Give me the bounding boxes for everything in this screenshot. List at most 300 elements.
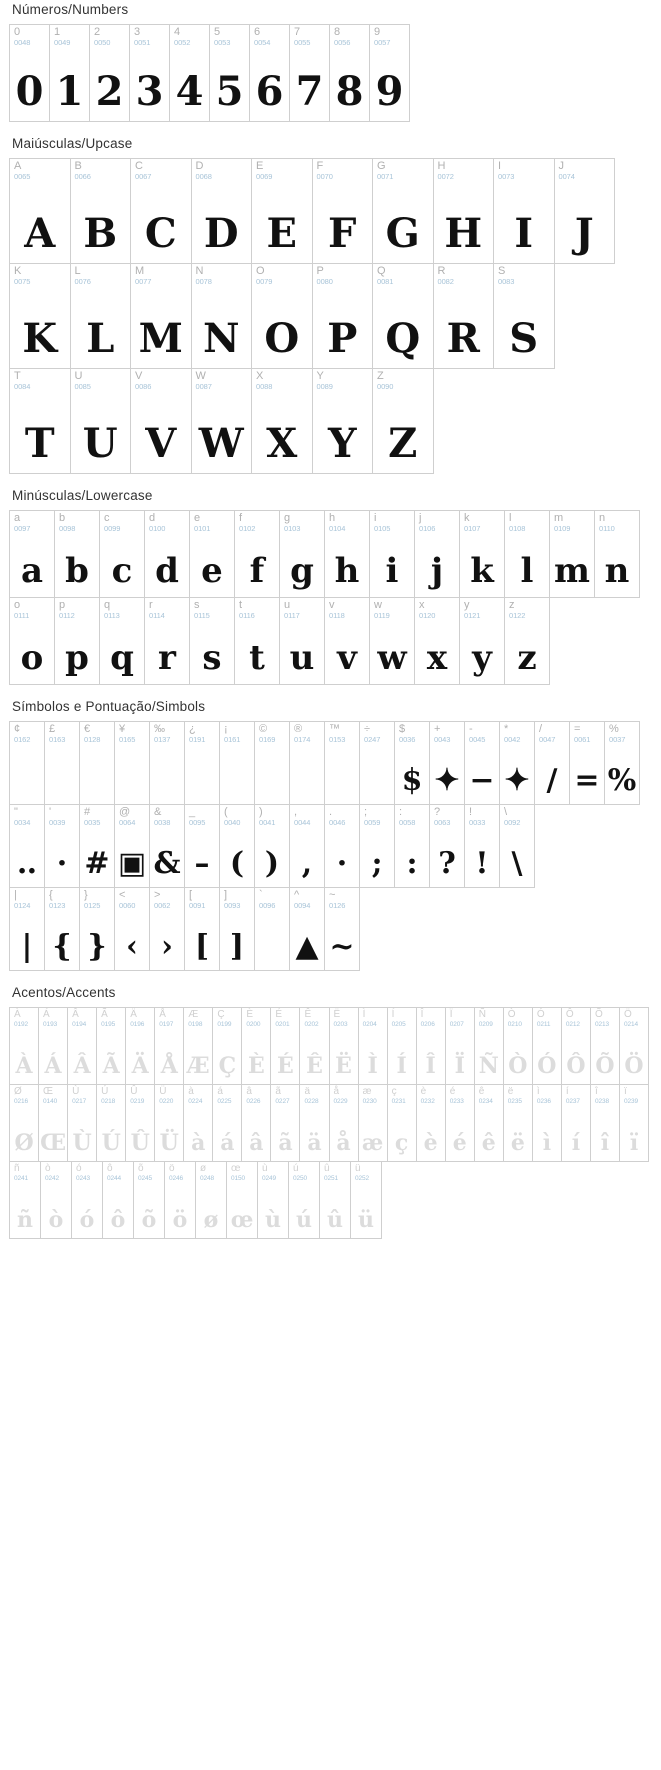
- glyph-codes: [370, 25, 409, 47]
- glyph-preview: i: [385, 550, 399, 591]
- glyph-preview: â: [249, 1129, 264, 1156]
- glyph-char-label: T: [14, 370, 21, 382]
- glyph-cell[interactable]: [459, 597, 505, 685]
- glyph-char-label: .: [329, 806, 333, 818]
- glyph-codes: [620, 1008, 648, 1029]
- glyph-cell[interactable]: [195, 1161, 227, 1239]
- glyph-preview: l: [520, 550, 534, 591]
- glyph-char-label: Ë: [333, 1009, 341, 1020]
- glyph-cell[interactable]: [499, 804, 535, 888]
- glyph-char-label: L: [74, 265, 81, 277]
- glyph-cell[interactable]: [474, 1084, 504, 1162]
- glyph-code-label: 0037: [609, 735, 626, 744]
- glyph-cell[interactable]: [372, 368, 434, 474]
- glyph-cell[interactable]: [416, 1007, 446, 1085]
- glyph-code-label: 0066: [74, 172, 91, 181]
- glyph-cell[interactable]: [414, 510, 460, 598]
- glyph-cell[interactable]: [493, 263, 555, 369]
- glyph-preview: g: [290, 550, 314, 591]
- glyph-code-label: 0200: [246, 1021, 261, 1028]
- glyph-cell[interactable]: [270, 1007, 300, 1085]
- glyph-codes: [475, 1085, 503, 1106]
- glyph-cell[interactable]: [445, 1007, 475, 1085]
- glyph-cell[interactable]: [329, 1084, 359, 1162]
- glyph-cell[interactable]: [184, 887, 220, 971]
- glyph-cell[interactable]: [154, 1084, 184, 1162]
- glyph-cell[interactable]: [369, 24, 410, 122]
- glyph-cell[interactable]: [234, 597, 280, 685]
- glyph-cell[interactable]: [251, 368, 313, 474]
- glyph-code-label: 0123: [49, 901, 66, 910]
- glyph-row: [10, 369, 649, 474]
- glyph-cell[interactable]: [569, 721, 605, 805]
- glyph-cell[interactable]: [251, 158, 313, 264]
- glyph-cell[interactable]: [191, 368, 253, 474]
- glyph-cell[interactable]: [149, 804, 185, 888]
- glyph-cell[interactable]: [191, 263, 253, 369]
- glyph-cell[interactable]: [44, 721, 80, 805]
- glyph-cell[interactable]: [183, 1084, 213, 1162]
- glyph-char-label: ¿: [189, 723, 196, 735]
- glyph-cell[interactable]: [372, 158, 434, 264]
- glyph-preview: ?: [438, 845, 456, 881]
- glyph-codes: [535, 722, 569, 744]
- glyph-cell[interactable]: [279, 510, 325, 598]
- glyph-cell[interactable]: [429, 804, 465, 888]
- glyph-char-label: B: [74, 160, 82, 172]
- glyph-preview: j: [430, 550, 444, 591]
- glyph-char-label: P: [316, 265, 324, 277]
- glyph-char-label: /: [539, 723, 543, 735]
- glyph-cell[interactable]: [219, 804, 255, 888]
- glyph-cell[interactable]: [312, 263, 374, 369]
- glyph-cell[interactable]: [358, 1007, 388, 1085]
- glyph-cell[interactable]: [241, 1007, 271, 1085]
- glyph-preview: ▣: [117, 845, 147, 881]
- glyph-code-label: 0112: [59, 611, 75, 620]
- glyph-code-label: 0081: [377, 277, 394, 286]
- glyph-cell[interactable]: [133, 1161, 165, 1239]
- glyph-preview: V: [145, 419, 177, 467]
- glyph-code-label: 0091: [189, 901, 206, 910]
- glyph-cell[interactable]: [279, 597, 325, 685]
- glyph-cell[interactable]: [226, 1161, 258, 1239]
- glyph-cell[interactable]: [445, 1084, 475, 1162]
- glyph-code-label: 0198: [188, 1021, 203, 1028]
- glyph-preview: ]: [229, 928, 245, 964]
- glyph-cell[interactable]: [164, 1161, 196, 1239]
- glyph-preview: ;: [371, 845, 383, 881]
- glyph-code-label: 0211: [536, 1021, 551, 1028]
- glyph-row: [10, 598, 649, 685]
- glyph-cell[interactable]: [394, 721, 430, 805]
- glyph-codes: [290, 888, 324, 910]
- glyph-char-label: J: [558, 160, 564, 172]
- glyph-cell[interactable]: [257, 1161, 289, 1239]
- glyph-codes: [320, 1162, 350, 1183]
- glyph-preview: à: [191, 1129, 206, 1156]
- glyph-cell[interactable]: [114, 887, 150, 971]
- glyph-cell[interactable]: [219, 721, 255, 805]
- glyph-cell[interactable]: [590, 1084, 620, 1162]
- glyph-code-label: 0231: [391, 1098, 406, 1105]
- glyph-cell[interactable]: [191, 158, 253, 264]
- glyph-cell[interactable]: [604, 721, 640, 805]
- glyph-cell[interactable]: [433, 263, 495, 369]
- glyph-preview: H: [444, 209, 483, 257]
- glyph-cell[interactable]: [169, 24, 210, 122]
- glyph-code-label: 0065: [14, 172, 31, 181]
- glyph-code-label: 0161: [224, 735, 241, 744]
- glyph-cell[interactable]: [319, 1161, 351, 1239]
- glyph-preview: \: [511, 845, 523, 881]
- glyph-char-label: f: [239, 512, 243, 524]
- glyph-codes: [325, 598, 369, 620]
- glyph-preview: w: [377, 637, 407, 678]
- glyph-preview: ò: [48, 1206, 64, 1233]
- glyph-codes: [131, 264, 191, 286]
- glyph-cell[interactable]: [324, 804, 360, 888]
- glyph-cell[interactable]: [324, 510, 370, 598]
- glyph-code-label: 0092: [504, 818, 521, 827]
- glyph-code-label: 0140: [43, 1098, 58, 1105]
- glyph-code-label: 0238: [594, 1098, 609, 1105]
- glyph-preview: u: [289, 637, 315, 678]
- glyph-preview: Ü: [159, 1129, 179, 1156]
- glyph-code-label: 0100: [149, 524, 166, 533]
- glyph-cell[interactable]: [329, 1007, 359, 1085]
- glyph-code-label: 0193: [43, 1021, 58, 1028]
- glyph-cell[interactable]: [619, 1007, 649, 1085]
- glyph-codes: [242, 1008, 270, 1029]
- glyph-preview: [: [194, 928, 210, 964]
- glyph-cell[interactable]: [102, 1161, 134, 1239]
- glyph-cell[interactable]: [254, 804, 290, 888]
- glyph-cell[interactable]: [67, 1084, 97, 1162]
- glyph-preview: å: [336, 1129, 351, 1156]
- glyph-code-label: 0150: [231, 1175, 246, 1182]
- glyph-cell[interactable]: [329, 24, 370, 122]
- glyph-code-label: 0076: [74, 277, 91, 286]
- glyph-char-label: R: [437, 265, 446, 277]
- glyph-cell[interactable]: [254, 887, 290, 971]
- specimen-section: [0, 971, 661, 1239]
- glyph-cell[interactable]: [493, 158, 555, 264]
- glyph-cell[interactable]: [532, 1007, 562, 1085]
- glyph-cell[interactable]: [561, 1007, 591, 1085]
- glyph-cell[interactable]: [433, 158, 495, 264]
- glyph-preview: ~: [329, 928, 355, 964]
- glyph-cell[interactable]: [358, 1084, 388, 1162]
- glyph-code-label: 0216: [14, 1098, 29, 1105]
- glyph-cell[interactable]: [125, 1084, 155, 1162]
- glyph-preview: 8: [335, 67, 364, 115]
- glyph-cell[interactable]: [99, 510, 145, 598]
- glyph-char-label: Â: [72, 1009, 79, 1020]
- glyph-cell[interactable]: [619, 1084, 649, 1162]
- glyph-codes: [10, 25, 49, 47]
- glyph-preview: Q: [385, 314, 421, 362]
- glyph-cell[interactable]: [324, 721, 360, 805]
- glyph-cell[interactable]: [429, 721, 465, 805]
- glyph-codes: [145, 598, 189, 620]
- glyph-cell[interactable]: [89, 24, 130, 122]
- glyph-cell[interactable]: [9, 1161, 41, 1239]
- glyph-cell[interactable]: [534, 721, 570, 805]
- glyph-cell[interactable]: [70, 368, 132, 474]
- glyph-code-label: 0087: [195, 382, 212, 391]
- glyph-char-label: Z: [377, 370, 384, 382]
- glyph-grid: [10, 722, 649, 971]
- glyph-preview: N: [202, 314, 240, 362]
- glyph-code-label: 0228: [304, 1098, 319, 1105]
- glyph-cell[interactable]: [532, 1084, 562, 1162]
- glyph-cell[interactable]: [474, 1007, 504, 1085]
- glyph-char-label: m: [554, 512, 564, 524]
- glyph-code-label: 0101: [194, 524, 211, 533]
- glyph-codes: [242, 1085, 270, 1106]
- glyph-cell[interactable]: [416, 1084, 446, 1162]
- glyph-cell[interactable]: [359, 721, 395, 805]
- glyph-cell[interactable]: [130, 263, 192, 369]
- glyph-cell[interactable]: [594, 510, 640, 598]
- glyph-char-label: o: [14, 599, 21, 611]
- glyph-codes: [325, 805, 359, 827]
- glyph-cell[interactable]: [270, 1084, 300, 1162]
- glyph-code-label: 0099: [104, 524, 121, 533]
- glyph-preview: û: [327, 1206, 343, 1233]
- glyph-cell[interactable]: [241, 1084, 271, 1162]
- glyph-cell[interactable]: [9, 887, 45, 971]
- glyph-codes: [290, 722, 324, 744]
- glyph-cell[interactable]: [464, 721, 500, 805]
- glyph-cell[interactable]: [464, 804, 500, 888]
- glyph-preview: F: [328, 209, 357, 257]
- glyph-cell[interactable]: [79, 804, 115, 888]
- glyph-cell[interactable]: [38, 1084, 68, 1162]
- glyph-cell[interactable]: [503, 1007, 533, 1085]
- glyph-cell[interactable]: [154, 1007, 184, 1085]
- glyph-code-label: 0205: [391, 1021, 406, 1028]
- glyph-char-label: Ü: [159, 1086, 167, 1097]
- glyph-cell[interactable]: [44, 887, 80, 971]
- glyph-cell[interactable]: [9, 510, 55, 598]
- glyph-cell[interactable]: [70, 158, 132, 264]
- glyph-cell[interactable]: [79, 887, 115, 971]
- glyph-codes: [325, 511, 369, 533]
- glyph-cell[interactable]: [9, 158, 71, 264]
- glyph-cell[interactable]: [9, 368, 71, 474]
- glyph-cell[interactable]: [130, 158, 192, 264]
- glyph-char-label: -: [469, 723, 473, 735]
- glyph-cell[interactable]: [289, 804, 325, 888]
- glyph-codes: [313, 264, 373, 286]
- glyph-cell[interactable]: [504, 597, 550, 685]
- glyph-cell[interactable]: [54, 597, 100, 685]
- glyph-cell[interactable]: [149, 721, 185, 805]
- glyph-codes: [150, 888, 184, 910]
- glyph-cell[interactable]: [184, 804, 220, 888]
- glyph-cell[interactable]: [144, 510, 190, 598]
- glyph-cell[interactable]: [289, 721, 325, 805]
- glyph-cell[interactable]: [129, 24, 170, 122]
- glyph-char-label: ù: [262, 1163, 268, 1174]
- glyph-cell[interactable]: [249, 24, 290, 122]
- glyph-preview: Ò: [508, 1052, 528, 1079]
- glyph-char-label: E: [256, 160, 264, 172]
- glyph-cell[interactable]: [350, 1161, 382, 1239]
- glyph-preview: 3: [135, 67, 164, 115]
- glyph-cell[interactable]: [499, 721, 535, 805]
- glyph-preview: Á: [44, 1052, 62, 1079]
- glyph-codes: [131, 159, 191, 181]
- glyph-cell[interactable]: [9, 597, 55, 685]
- glyph-cell[interactable]: [130, 368, 192, 474]
- glyph-code-label: 0095: [189, 818, 206, 827]
- glyph-cell[interactable]: [70, 263, 132, 369]
- glyph-code-label: 0040: [224, 818, 241, 827]
- glyph-cell[interactable]: [324, 887, 360, 971]
- glyph-code-label: 0103: [284, 524, 301, 533]
- glyph-cell[interactable]: [414, 597, 460, 685]
- glyph-preview: ö: [172, 1206, 188, 1233]
- glyph-cell[interactable]: [561, 1084, 591, 1162]
- glyph-code-label: 0204: [362, 1021, 377, 1028]
- glyph-cell[interactable]: [459, 510, 505, 598]
- glyph-char-label: *: [504, 723, 509, 735]
- glyph-cell[interactable]: [549, 510, 595, 598]
- section-heading: Números/Numbers: [12, 2, 129, 17]
- glyph-cell[interactable]: [54, 510, 100, 598]
- glyph-preview: [45, 744, 79, 798]
- glyph-cell[interactable]: [312, 368, 374, 474]
- glyph-code-label: 0199: [217, 1021, 232, 1028]
- glyph-cell[interactable]: [369, 597, 415, 685]
- glyph-char-label: ë: [507, 1086, 514, 1097]
- glyph-code-label: 0062: [154, 901, 171, 910]
- glyph-cell[interactable]: [9, 1007, 39, 1085]
- glyph-cell[interactable]: [96, 1007, 126, 1085]
- glyph-preview: É: [277, 1052, 294, 1079]
- glyph-cell[interactable]: [387, 1007, 417, 1085]
- glyph-cell[interactable]: [44, 804, 80, 888]
- glyph-cell[interactable]: [71, 1161, 103, 1239]
- glyph-cell[interactable]: [189, 510, 235, 598]
- glyph-cell[interactable]: [359, 804, 395, 888]
- glyph-codes: [126, 1008, 154, 1029]
- glyph-preview: ú: [296, 1206, 312, 1233]
- glyph-cell[interactable]: [219, 887, 255, 971]
- glyph-cell[interactable]: [288, 1161, 320, 1239]
- glyph-cell[interactable]: [387, 1084, 417, 1162]
- glyph-cell[interactable]: [9, 24, 50, 122]
- glyph-cell[interactable]: [590, 1007, 620, 1085]
- glyph-cell[interactable]: [9, 804, 45, 888]
- glyph-preview: œ: [230, 1206, 254, 1233]
- glyph-cell[interactable]: [96, 1084, 126, 1162]
- glyph-cell[interactable]: [67, 1007, 97, 1085]
- glyph-cell[interactable]: [299, 1007, 329, 1085]
- glyph-cell[interactable]: [324, 597, 370, 685]
- glyph-codes: [192, 369, 252, 391]
- glyph-cell[interactable]: [184, 721, 220, 805]
- glyph-cell[interactable]: [79, 721, 115, 805]
- glyph-char-label: È: [246, 1009, 254, 1020]
- glyph-cell[interactable]: [9, 263, 71, 369]
- glyph-preview: Ñ: [478, 1052, 499, 1079]
- glyph-cell[interactable]: [299, 1084, 329, 1162]
- glyph-cell[interactable]: [254, 721, 290, 805]
- glyph-cell[interactable]: [369, 510, 415, 598]
- glyph-code-label: 0058: [399, 818, 416, 827]
- glyph-codes: [430, 805, 464, 827]
- glyph-char-label: õ: [138, 1163, 144, 1174]
- glyph-cell[interactable]: [312, 158, 374, 264]
- glyph-preview: A: [24, 209, 56, 257]
- glyph-cell[interactable]: [372, 263, 434, 369]
- glyph-cell[interactable]: [114, 804, 150, 888]
- glyph-cell[interactable]: [212, 1084, 242, 1162]
- glyph-preview: q: [110, 637, 134, 678]
- glyph-cell[interactable]: [149, 887, 185, 971]
- glyph-cell[interactable]: [9, 721, 45, 805]
- glyph-codes: [417, 1085, 445, 1106]
- glyph-codes: [71, 264, 131, 286]
- glyph-cell[interactable]: [144, 597, 190, 685]
- glyph-preview: ✦: [434, 762, 460, 798]
- glyph-row: [10, 1085, 649, 1162]
- glyph-cell[interactable]: [289, 24, 330, 122]
- glyph-char-label: G: [377, 160, 386, 172]
- glyph-code-label: 0089: [316, 382, 333, 391]
- glyph-cell[interactable]: [99, 597, 145, 685]
- glyph-cell[interactable]: [40, 1161, 72, 1239]
- glyph-cell[interactable]: [234, 510, 280, 598]
- glyph-codes: [280, 511, 324, 533]
- glyph-codes: [255, 888, 289, 910]
- glyph-cell[interactable]: [183, 1007, 213, 1085]
- glyph-cell[interactable]: [504, 510, 550, 598]
- glyph-cell[interactable]: [125, 1007, 155, 1085]
- glyph-code-label: 0124: [14, 901, 31, 910]
- glyph-row: [10, 722, 649, 805]
- glyph-cell[interactable]: [251, 263, 313, 369]
- glyph-code-label: 0090: [377, 382, 394, 391]
- glyph-cell[interactable]: [189, 597, 235, 685]
- glyph-preview: a: [20, 550, 44, 591]
- glyph-codes: [235, 598, 279, 620]
- glyph-cell[interactable]: [503, 1084, 533, 1162]
- glyph-cell[interactable]: [394, 804, 430, 888]
- glyph-code-label: 0069: [256, 172, 273, 181]
- glyph-preview: õ: [141, 1206, 157, 1233]
- glyph-cell[interactable]: [289, 887, 325, 971]
- glyph-codes: [190, 598, 234, 620]
- glyph-cell[interactable]: [554, 158, 616, 264]
- glyph-code-label: 0034: [14, 818, 31, 827]
- glyph-cell[interactable]: [212, 1007, 242, 1085]
- glyph-preview: /: [546, 762, 558, 798]
- glyph-cell[interactable]: [209, 24, 250, 122]
- glyph-cell[interactable]: [49, 24, 90, 122]
- glyph-preview: R: [446, 314, 480, 362]
- glyph-cell[interactable]: [114, 721, 150, 805]
- glyph-codes: [360, 805, 394, 827]
- glyph-cell[interactable]: [9, 1084, 39, 1162]
- glyph-preview: Ë: [335, 1052, 352, 1079]
- glyph-cell[interactable]: [38, 1007, 68, 1085]
- glyph-char-label: ‰: [154, 723, 165, 735]
